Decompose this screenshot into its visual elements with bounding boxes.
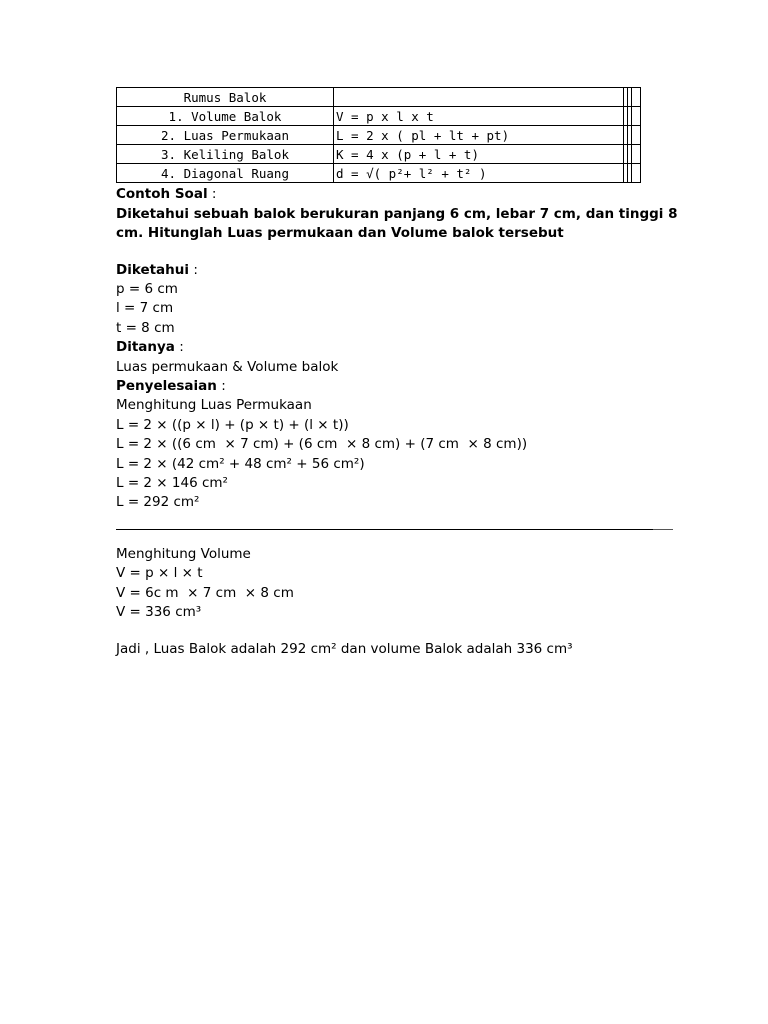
formula-name: 1. Volume Balok <box>117 107 334 126</box>
luas-step: L = 2 × ((6 cm × 7 cm) + (6 cm × 8 cm) + (7 cm × 8 cm)) <box>116 436 528 452</box>
given-t: t = 8 cm <box>116 320 175 336</box>
formula-name: 2. Luas Permukaan <box>117 126 334 145</box>
ditanya-text: Luas permukaan & Volume balok <box>116 359 339 375</box>
table-header: Rumus Balok <box>117 88 334 107</box>
formula-table <box>116 87 641 183</box>
table-header-empty <box>334 88 624 107</box>
luas-step: L = 292 cm² <box>116 494 200 510</box>
formula-expression: d = √( p²+ l² + t² ) <box>334 164 624 183</box>
volume-step: V = 6c m × 7 cm × 8 cm <box>116 585 294 601</box>
soal-line-1: Diketahui sebuah balok berukuran panjang 6 cm, lebar 7 cm, dan tinggi 8 <box>116 206 678 222</box>
luas-step: L = 2 × ((p × l) + (p × t) + (l × t)) <box>116 417 349 433</box>
volume-step: V = 336 cm³ <box>116 604 202 620</box>
luas-step: L = 2 × (42 cm² + 48 cm² + 56 cm²) <box>116 456 365 472</box>
table-row <box>117 107 641 126</box>
table-row <box>117 145 641 164</box>
formula-expression: K = 4 x (p + l + t) <box>334 145 624 164</box>
table-row <box>117 126 641 145</box>
formula-name: 3. Keliling Balok <box>117 145 334 164</box>
volume-step: V = p × l × t <box>116 565 203 581</box>
horizontal-rule-extension <box>653 529 673 530</box>
table-row <box>117 164 641 183</box>
volume-title: Menghitung Volume <box>116 546 251 562</box>
formula-expression: V = p x l x t <box>334 107 624 126</box>
diketahui-heading: Diketahui : <box>116 262 198 278</box>
horizontal-rule <box>116 529 653 530</box>
formula-name: 4. Diagonal Ruang <box>117 164 334 183</box>
luas-step: L = 2 × 146 cm² <box>116 475 228 491</box>
penyelesaian-heading: Penyelesaian : <box>116 378 226 394</box>
ditanya-heading: Ditanya : <box>116 339 184 355</box>
luas-title: Menghitung Luas Permukaan <box>116 397 312 413</box>
soal-line-2: cm. Hitunglah Luas permukaan dan Volume balok tersebut <box>116 225 564 241</box>
given-l: l = 7 cm <box>116 300 174 316</box>
table-header-row <box>117 88 641 107</box>
formula-expression: L = 2 x ( pl + lt + pt) <box>334 126 624 145</box>
conclusion: Jadi , Luas Balok adalah 292 cm² dan volume Balok adalah 336 cm³ <box>116 641 573 657</box>
contoh-soal-heading: Contoh Soal : <box>116 186 217 202</box>
given-p: p = 6 cm <box>116 281 178 297</box>
